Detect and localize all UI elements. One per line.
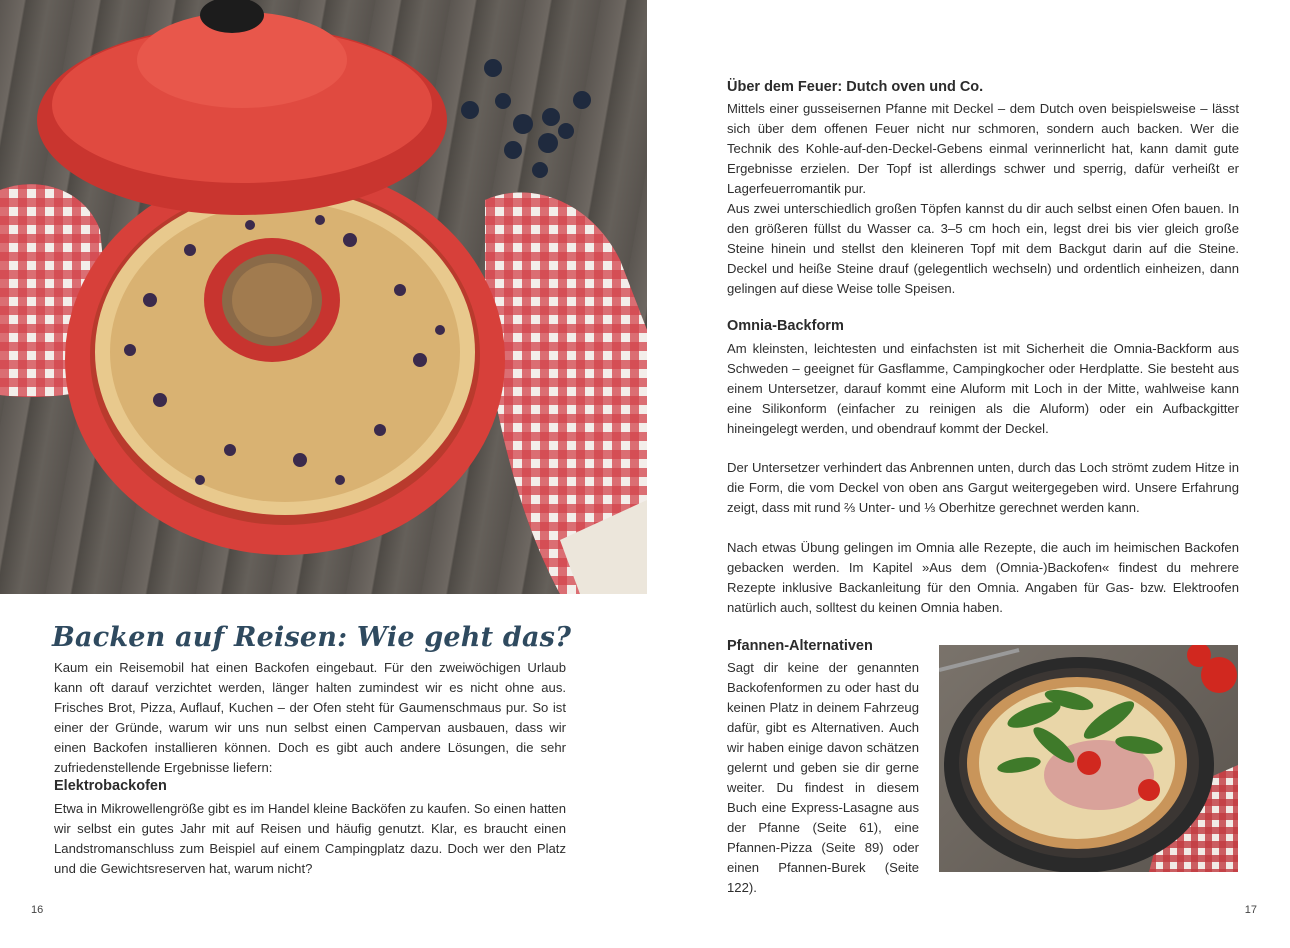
omnia-cake-icon [0,0,647,594]
pan-pizza-icon [939,645,1238,872]
page-title: Backen auf Reisen: Wie geht das? [52,622,572,653]
pan-pizza-photo [939,645,1238,872]
intro-paragraph: Kaum ein Reisemobil hat einen Backofen eingebaut. Für den zweiwöchigen Urlaub kann oft darauf verzichtet werden, länger halten zumindest wir es nicht ohne aus. Frisches Brot, Pizza, Auflauf, Kuchen – der Ofen steht für Gaumenschmaus pur. So ist einer der Gründe, warum wir uns nun selbst einen Campervan ausbauen, dass wir einen Backofen installieren können. Doch es gibt auch andere Lösungen, die sehr zufriedenstellende Ergebnisse liefern: [54,660,566,775]
omnia-paragraph-1: Am kleinsten, leichtesten und einfachsten ist mit Sicherheit die Omnia-Backform aus Schweden – geeignet für Gasflamme, Campingkocher oder Herdplatte. Sie besteht aus einem Untersetzer, darauf kommt eine Aluform mit Loch in der Mitte, wahlweise kann eine Silikonform (einfacher zu reinigen als die Aluform) oder ein Aufbackgitter hineingelegt werden, und obendrauf kommt der Deckel. [727,341,1239,436]
page-number-right: 17 [1244,904,1257,916]
omnia-paragraph-2: Der Untersetzer verhindert das Anbrennen unten, durch das Loch strömt zudem Hitze in die Form, die vom Deckel von oben ans Gargut weitergegeben wird. Unsere Erfahrung zeigt, dass mit rund ⅔ Unter- und ⅓ Oberhitze gerechnet werden kann. [727,460,1239,515]
omnia-cake-photo [0,0,647,594]
elektro-paragraph: Etwa in Mikrowellengröße gibt es im Handel kleine Backöfen zu kaufen. So einen hatten wir selbst ein gutes Jahr mit auf Reisen und häufig genutzt. Klar, es braucht einen Landstromanschluss zum Beispiel auf einem Campingplatz dazu. Doch wer den Platz und die Gewichtsreserven hat, warum nicht? [54,801,566,876]
feuer-paragraph-1: Mittels einer gusseisernen Pfanne mit Deckel – dem Dutch oven beispielsweise – lässt sich über dem offenen Feuer nicht nur schmoren, sondern auch backen. Wer die Technik des Kohle-auf-den-Deckel-Gebens einmal verinnerlicht hat, kann damit gute Ergebnisse erzielen. Der Topf ist allerdings schwer und sperrig, dafür verheißt er Lagerfeuerromantik pur. [727,101,1239,196]
omnia-paragraph-3: Nach etwas Übung gelingen im Omnia alle Rezepte, die auch im heimischen Backofen gebacken werden. Im Kapitel »Aus dem (Omnia-)Backofen« findest du mehrere Rezepte inklusive Backanleitung für den Omnia. Angaben für Gas- bzw. Elektroofen natürlich auch, solltest du keinen Omnia haben. [727,540,1239,615]
elektro-heading: Elektrobackofen [54,778,167,794]
right-page [647,0,1290,948]
feuer-heading: Über dem Feuer: Dutch oven und Co. [727,79,984,95]
page-number-left: 16 [31,904,44,916]
pfannen-paragraph: Sagt dir keine der genannten Backofenformen zu oder hast du keinen Platz in deinem Fahrzeug dafür, gibt es Alternativen. Auch wir haben einige davon schätzen gelernt und geben sie dir gerne weiter. Du findest in diesem Buch eine Express-Lasagne aus der Pfanne (Seite 61), eine Pfannen-Pizza (Seite 89) oder einen Pfannen-Burek (Seite 122). [727,660,919,895]
pfannen-heading: Pfannen-Alternativen [727,638,873,654]
omnia-heading: Omnia-Backform [727,318,844,334]
feuer-paragraph-2: Aus zwei unterschiedlich großen Töpfen kannst du dir auch selbst einen Ofen bauen. In den größeren füllst du Wasser ca. 3–5 cm hoch ein, legst drei bis vier gleich große Steine hinein und stellst den kleineren Topf mit dem Backgut darin auf die Steine. Deckel und heiße Steine drauf (gelegentlich wechseln) und ordentlich einheizen, dann gelingen auf diese Weise tolle Speisen. [727,201,1239,296]
